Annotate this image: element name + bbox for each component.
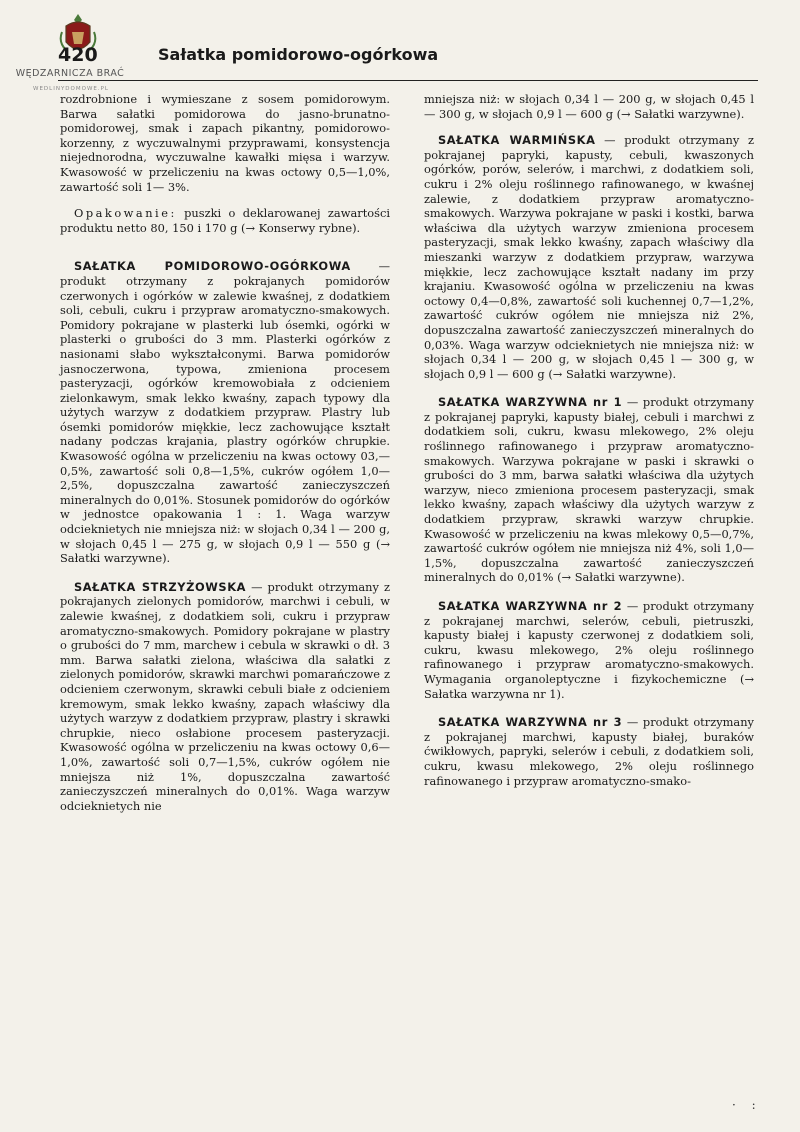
- entry-heading: SAŁATKA POMIDOROWO-OGÓRKOWA: [74, 259, 351, 274]
- continued-paragraph: rozdrobnione i wymieszane z sosem pomidorowym. Barwa sałatki pomidorowa do jasno-brunatno-pomidorowej, smak i zapach pikantny, pomidorowo-korzenny, z wyczuwalnymi przyprawami, konsystencja niejednorodna, wyczuwalne kawałki mięsa i warzyw. Kwasowość w przeliczeniu na kwas octowy 0,5—1,0%, zawartość soli 1— 3%.: [60, 92, 390, 194]
- entry-heading: SAŁATKA WARZYWNA nr 2: [438, 599, 623, 613]
- site-text: WEDLINYDOMOWE.PL: [33, 86, 109, 92]
- entry-heading: SAŁATKA WARZYWNA nr 3: [438, 715, 623, 730]
- brand-text: WĘDZARNICZA BRAĆ: [15, 68, 125, 79]
- packaging-label: Opakowanie:: [74, 206, 177, 221]
- entry-paragraph: [424, 133, 754, 381]
- entry-heading: SAŁATKA WARMIŃSKA: [438, 133, 596, 148]
- running-title: Sałatka pomidorowo-ogórkowa: [158, 45, 439, 64]
- entry-paragraph: [424, 395, 754, 585]
- entry-text: — produkt otrzymany z pokrajanych pomidorów czerwonych i ogórków w zalewie kwaśnej, z dodatkiem soli, cebuli, cukru i przypraw aromatyczno-smakowych. Pomidory pokrajane w plasterki lub ósemki, ogórki w plasterki o grubości do 3 mm. Plasterki ogórków z nasionami słabo wykształconymi. Barwa pomidorów jasnoczerwona, typowa, zmieniona procesem pasteryzacji, ogórków kremowobiała z odcieniem zielonkawym, smak lekko kwaśny, zapach typowy dla użytych warzyw z dodatkiem przypraw. Plastry lub ósemki pomidorów miękkie, lecz zachowujące kształt nadany podczas krajania, plastry ogórków chrupkie. Kwasowość ogólna w przeliczeniu na kwas octowy 03,—0,5%, zawartość soli 0,8—1,5%, cukrów ogółem 1,0—2,5%, dopuszczalna zawartość zanieczyszczeń mineralnych do 0,01%. Stosunek pomidorów do ogórków w jednostce opakowania 1 : 1. Waga warzyw odcieknietych nie mniejsza niż: w słojach 0,34 l — 200 g, w słojach 0,45 l — 275 g, w słojach 0,9 l — 550 g (→ Sałatki warzywne).: [60, 259, 390, 566]
- left-column: [60, 92, 390, 827]
- packaging-text: puszki o deklarowanej zawartości produktu netto 80, 150 i 170 g (→ Konserwy rybne).: [60, 206, 390, 235]
- entry-text: — produkt otrzymany z pokrajanej papryki, kapusty, cebuli, kwaszonych ogórków, porów, selerów, i marchwi, z dodatkiem soli, cukru i 2% oleju roślinnego rafinowanego, w kwaśnej zalewie, z dodatkiem przypraw aromatyczno-smakowych. Warzywa pokrajane w paski i kostki, barwa właściwa dla użytych warzyw zmieniona procesem pasteryzacji, smak lekko kwaśny, zapach właściwy dla mieszanki warzyw z dodatkiem przypraw, warzywa miękkie, lecz zachowujące kształt nadany im przy krajaniu. Kwasowość ogólna w przeliczeniu na kwas octowy 0,4—0,8%, zawartość soli kuchennej 0,7—1,2%, zawartość cukrów ogółem nie mniejsza niż 2%, dopuszczalna zawartość zanieczyszczeń mineralnych do 0,03%. Waga warzyw odcieknietych nie mniejsza niż: w słojach 0,34 l — 200 g, w słojach 0,45 l — 300 g, w słojach 0,9 l — 600 g (→ Sałatki warzywne).: [424, 133, 754, 381]
- entry-text: — produkt otrzymany z pokrajanych zielonych pomidorów, marchwi i cebuli, w zalewie kwaśnej, z dodatkiem soli, cukru i przypraw aromatyczno-smakowych. Pomidory pokrajane w plastry o grubości do 7 mm, marchew i cebula w skrawki o dł. 3 mm. Barwa sałatki zielona, właściwa dla sałatki z zielonych pomidorów, skrawki marchwi pomarańczowe z odcieniem czerwonym, skrawki cebuli białe z odcieniem kremowym, smak lekko kwaśny, zapach właściwy dla użytych warzyw z dodatkiem przypraw, plastry i skrawki chrupkie, nieco osłabione procesem pasteryzacji. Kwasowość ogólna w przeliczeniu na kwas octowy 0,6—1,0%, zawartość soli 0,7—1,5%, cukrów ogółem nie mniejsza niż 1%, dopuszczalna zawartość zanieczyszczeń mineralnych do 0,01%. Waga warzyw odcieknietych nie: [60, 579, 390, 813]
- page-number: 420: [58, 44, 98, 66]
- entry-paragraph: [424, 599, 754, 701]
- entry-text: — produkt otrzymany z pokrajanej marchwi, selerów, cebuli, pietruszki, kapusty białej i kapusty czerwonej z dodatkiem soli, cukru, kwasu mlekowego, 2% oleju roślinnego rafinowanego i przypraw aromatyczno-smakowych. Wymagania organoleptyczne i fizykochemiczne (→ Sałatka warzywna nr 1).: [424, 599, 754, 701]
- continued-paragraph: mniejsza niż: w słojach 0,34 l — 200 g, w słojach 0,45 l — 300 g, w słojach 0,9 l — 600 g (→ Sałatki warzywne).: [424, 92, 754, 121]
- footer-marks: · :: [732, 1098, 762, 1112]
- entry-text: — produkt otrzymany z pokrajanej papryki, kapusty białej, cebuli i marchwi z dodatkiem soli, cukru, kwasu mlekowego, 2% oleju roślinnego rafinowanego i przypraw aromatyczno-smakowych. Warzywa pokrajane w paski i skrawki o grubości do 3 mm, barwa sałatki właściwa dla użytych warzyw, nieco zmieniona procesem pasteryzacji, smak lekko kwaśny, zapach właściwy dla użytych warzyw z dodatkiem przypraw, skrawki warzyw chrupkie. Kwasowość w przeliczeniu na kwas mlekowy 0,5—0,7%, zawartość cukrów ogółem nie mniejsza niż 4%, soli 1,0—1,5%, dopuszczalna zawartość zanieczyszczeń mineralnych do 0,01% (→ Sałatki warzywne).: [424, 395, 754, 585]
- right-column: [424, 92, 754, 802]
- header-rule: [58, 80, 758, 81]
- entry-paragraph: [60, 259, 390, 565]
- entry-heading: SAŁATKA STRZYŻOWSKA: [74, 579, 247, 594]
- entry-paragraph: [60, 580, 390, 814]
- entry-paragraph: [424, 715, 754, 788]
- entry-heading: SAŁATKA WARZYWNA nr 1: [438, 395, 623, 410]
- page-header: [58, 44, 758, 72]
- packaging-paragraph: [60, 206, 390, 235]
- entry-text: — produkt otrzymany z pokrajanej marchwi, kapusty białej, buraków ćwikłowych, papryki, selerów i cebuli, z dodatkiem soli, cukru, kwasu mlekowego, 2% oleju roślinnego rafinowanego i przypraw aromatyczno-smako-: [424, 715, 754, 788]
